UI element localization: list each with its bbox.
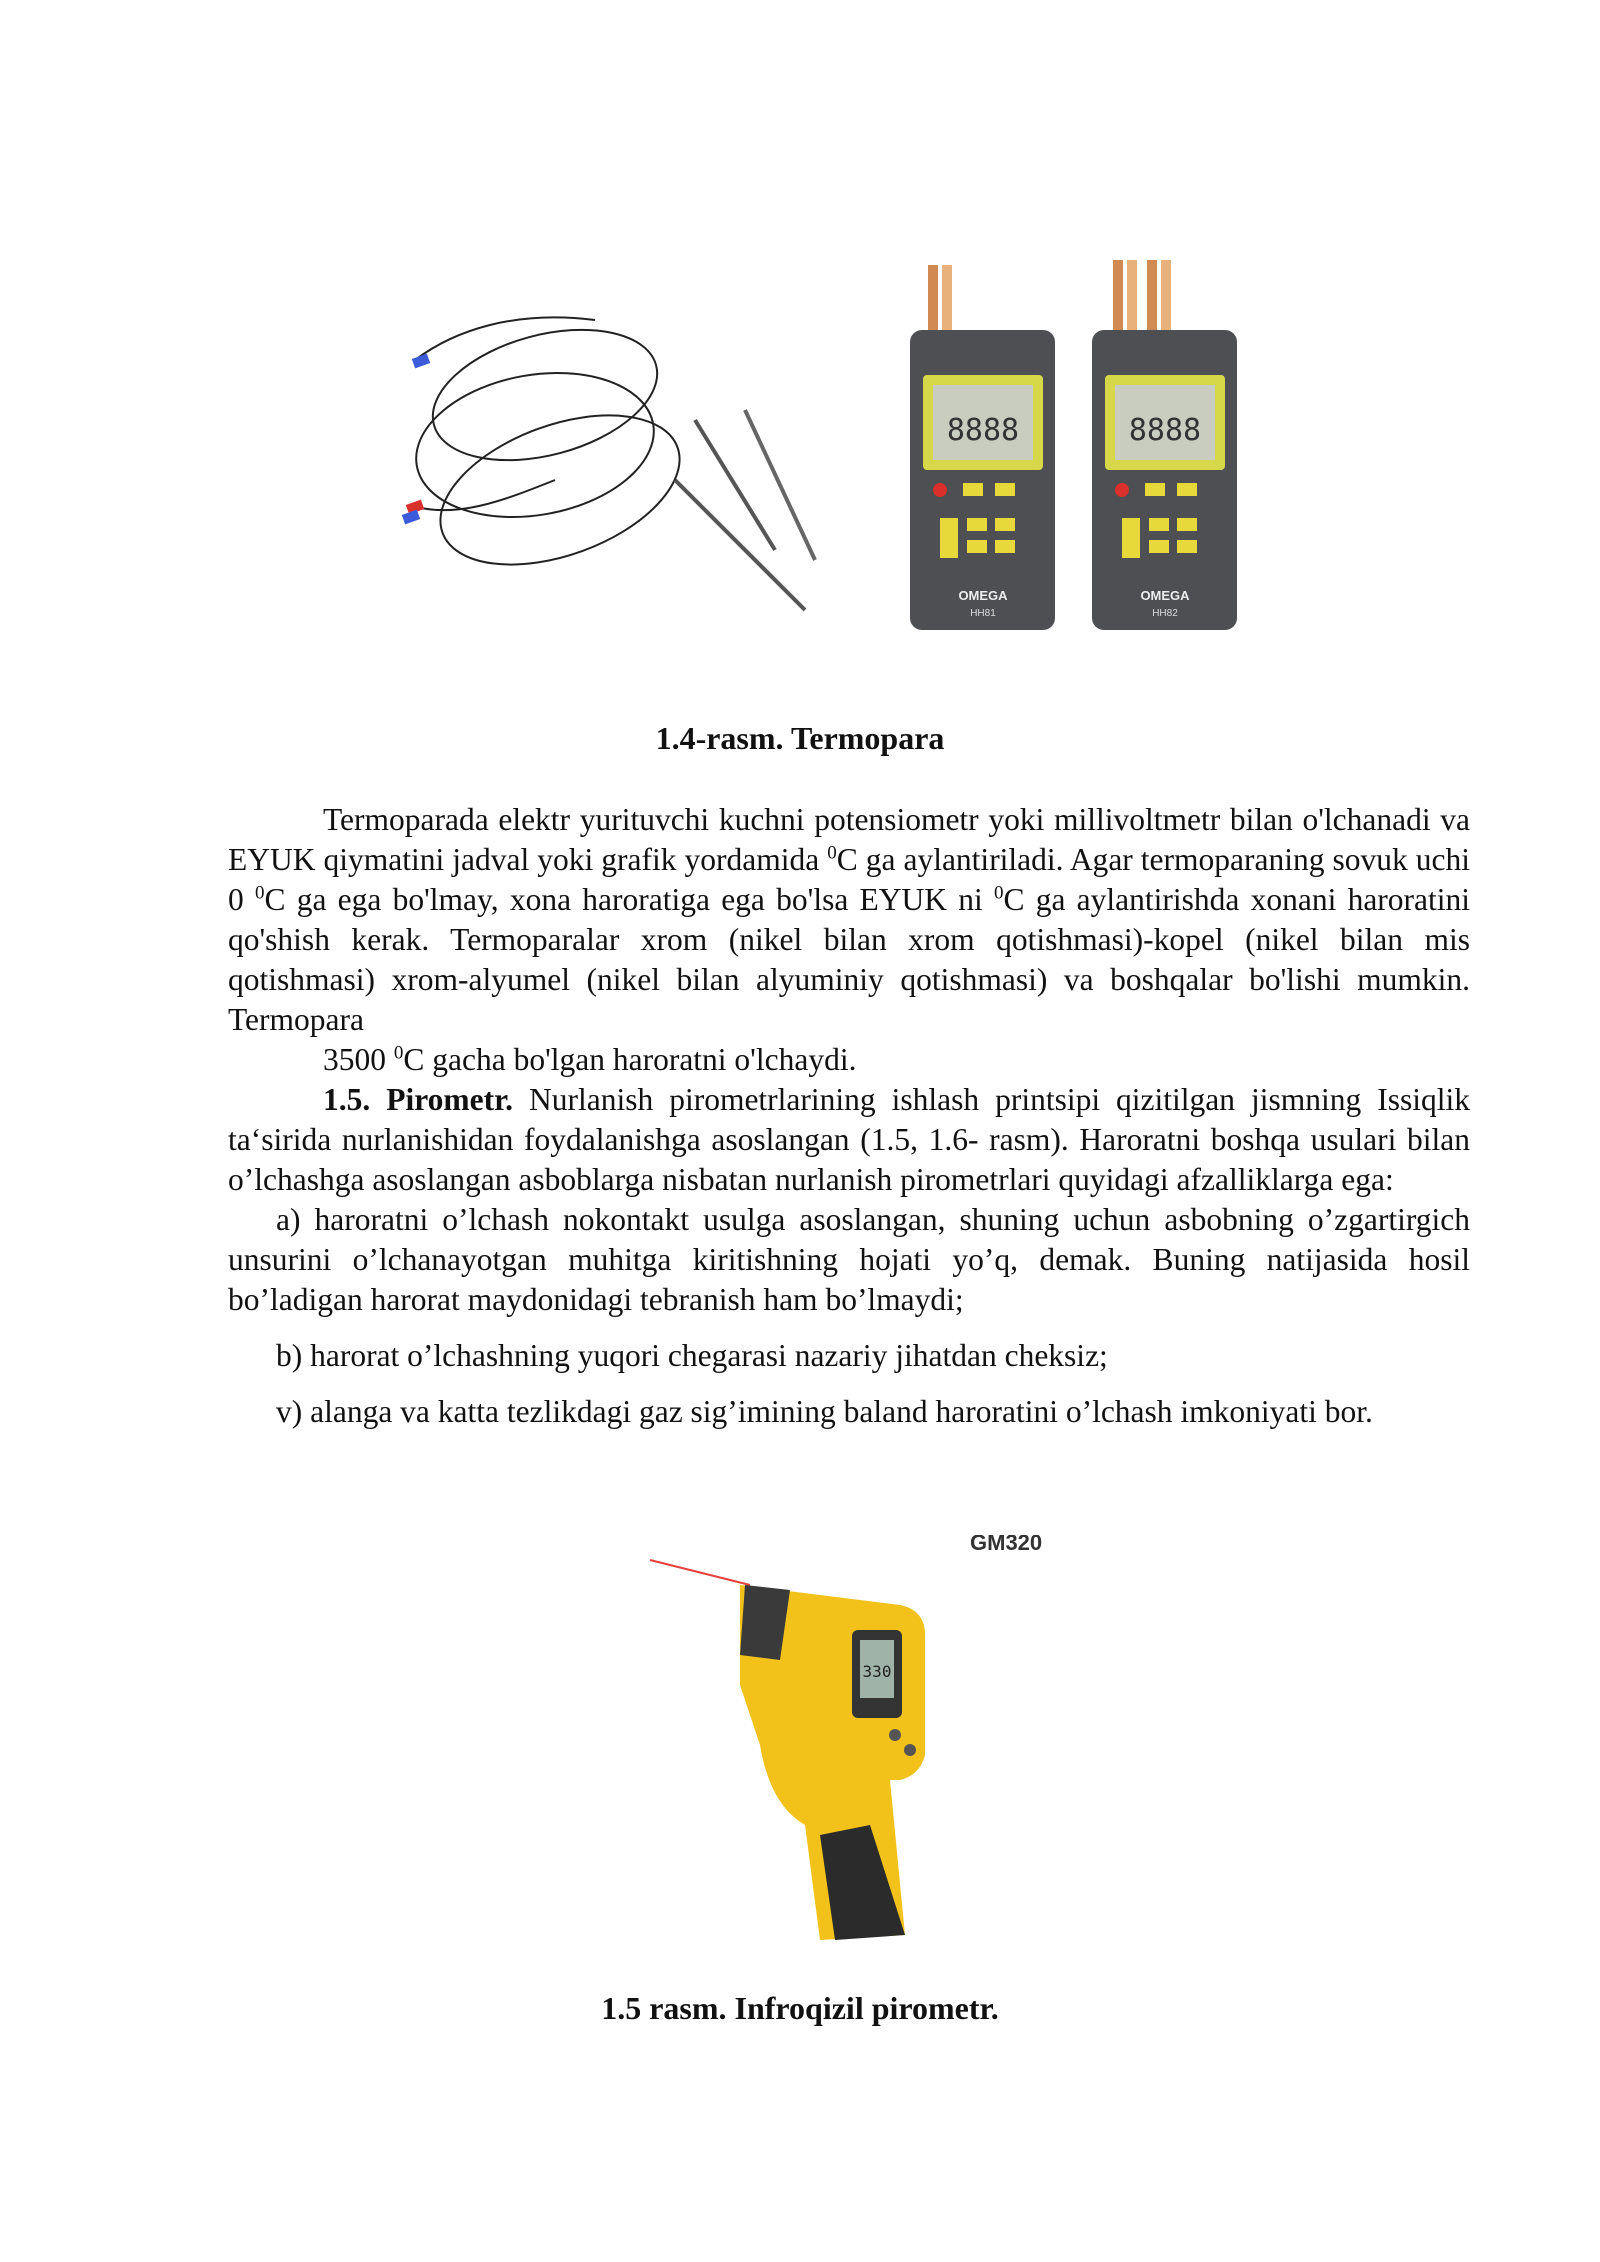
paragraph-thermocouple: Termoparada elektr yurituvchi kuchni potensiometr yoki millivoltmetr bilan o'lchanadi va EYUK qiymatini jadval yoki grafik yordamida $^0$C ga aylantiriladi. Agar termoparaning sovuk uchi 0 $^0$C ga ega bo'lmay, xona haroratiga ega bo'lsa EYUK ni $^0$C ga aylantirishda xonani haroratini qo'shish kerak. Termoparalar xrom (nikel bilan xrom qotishmasi)-kopel (nikel bilan mis qotishmasi) xrom-alyumel (nikel bilan alyuminiy qotishmasi) va boshqalar bo'lishi mumkin. Termopara — [228, 802, 1471, 1037]
meter2-model: HH82 — [1152, 608, 1178, 619]
body-text — [228, 800, 1470, 1432]
pyrometer-display: 330 — [862, 1662, 892, 1681]
paragraph-pyrometer: 1.5. Pirometr. Nurlanish pirometrlarining ishlash printsipi qizitilgan jismning Issiqlik ta‘sirida nurlanishidan foydalanishga asoslangan (1.5, 1.6- rasm). Haroratni boshqa usulari bilan o’lchashga asoslangan asboblarga nisbatan nurlanish pirometrlari quyidagi afzalliklarga ega: — [228, 1082, 1470, 1197]
list-item-b: b) harorat o’lchashning yuqori chegarasi nazariy jihatdan cheksiz; — [276, 1338, 1108, 1373]
meter1-model: HH81 — [970, 608, 996, 619]
thermometer-hh81 — [910, 265, 1055, 630]
thermocouple-probes-image — [405, 307, 815, 610]
figure-1-4-caption: 1.4-rasm. Termopara — [655, 720, 945, 756]
meter2-display: 8888 — [1128, 413, 1202, 448]
pyrometer-figure — [640, 1535, 1080, 1955]
thermometer-hh82 — [1092, 260, 1237, 630]
list-item-a: a) haroratni o’lchash nokontakt usulga asoslangan, shuning uchun asbobning o’zgartirgich unsurini o’lchanayotgan muhitga kiritishning hojati yo’q, demak. Buning natijasida hosil bo’ladigan harorat maydonidagi tebranish ham bo’lmaydi; — [228, 1202, 1470, 1317]
section-heading: 1.5. Pirometr. — [323, 1082, 514, 1117]
model-label: GM320 — [970, 1535, 1043, 1555]
figure-1-5-caption: 1.5 rasm. Infroqizil pirometr. — [601, 1990, 999, 2026]
paragraph-thermocouple-range: 3500 $^0$C gacha bo'lgan haroratni o'lchaydi. — [323, 1042, 857, 1077]
thermocouple-figure — [395, 250, 1265, 650]
meter2-brand: OMEGA — [1140, 588, 1190, 603]
meter1-brand: OMEGA — [958, 588, 1008, 603]
infrared-pyrometer-image — [740, 1585, 925, 1940]
meter1-display: 8888 — [946, 413, 1020, 448]
list-item-v: v) alanga va katta tezlikdagi gaz sig’imining baland haroratini o’lchash imkoniyati bor. — [276, 1394, 1373, 1429]
